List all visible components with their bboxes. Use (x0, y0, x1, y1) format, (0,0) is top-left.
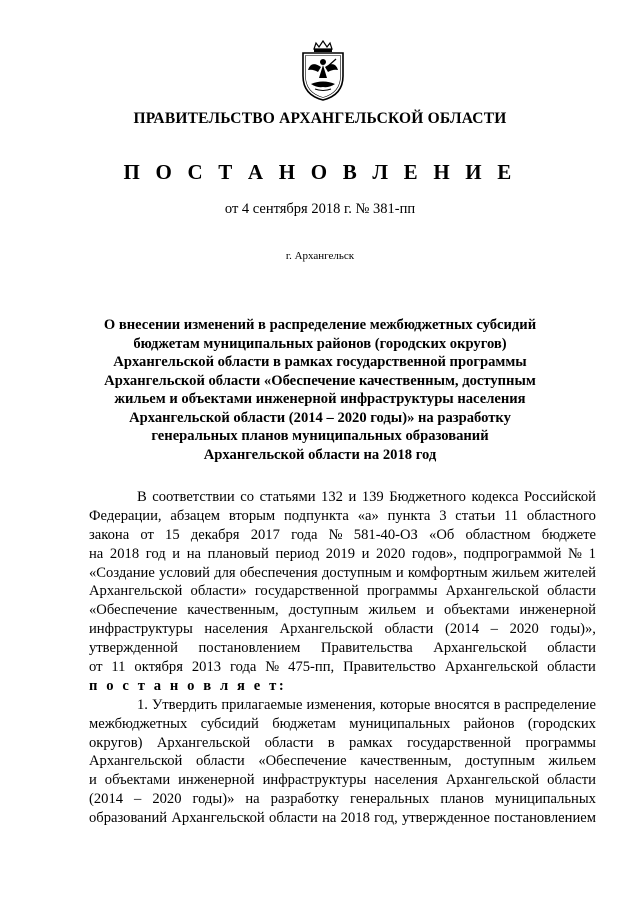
title-line: О внесении изменений в распределение межбюджетных субсидий (103, 317, 537, 333)
body-line: межбюджетных субсидий бюджетам муниципальных районов (городских (89, 715, 596, 732)
body-line: В соответствии со статьями 132 и 139 Бюджетного кодекса Российской (137, 489, 596, 505)
body-line: 1. Утвердить прилагаемые изменения, которые вносятся в распределение (137, 696, 596, 713)
body-line: на 2018 год и на плановый период 2019 и 2020 годов», подпрограммой № 1 (89, 545, 596, 562)
coat-of-arms-icon (299, 40, 347, 102)
title-line: Архангельской области «Обеспечение качественным, доступным (104, 372, 536, 389)
body-line: закона от 15 декабря 2017 года № 581-40-ОЗ «Об областном бюджете (89, 526, 596, 543)
body-line: округов) Архангельской области в рамках государственной программы (89, 734, 596, 751)
date-and-number: от 4 сентября 2018 г. № 381-пп (224, 201, 416, 217)
title-line: Архангельской области на 2018 год (203, 446, 437, 463)
body-line: «Обеспечение качественным, доступным жильем и объектами инженерной (89, 602, 596, 619)
body-line: Архангельской области «Обеспечение качественным, доступным жильем (89, 753, 596, 770)
city: г. Архангельск (285, 250, 355, 262)
document-type: П О С Т А Н О В Л Е Н И Е (123, 160, 517, 184)
body-line: от 11 октября 2013 года № 475-пп, Правительство Архангельской области (89, 659, 596, 676)
body-line: образований Архангельской области на 2018 год, утвержденное постановлением (89, 810, 596, 827)
title-line: жильем и объектами инженерной инфраструктуры населения (114, 391, 526, 407)
body-line: и объектами инженерной инфраструктуры населения Архангельской области (89, 772, 596, 789)
document-title (90, 316, 550, 464)
body-line: (2014 – 2020 годы)» на разработку генеральных планов муниципальных (89, 791, 596, 808)
title-line: Архангельской области (2014 – 2020 годы)» на разработку (129, 409, 511, 426)
title-line: бюджетам муниципальных районов (городских округов) (133, 335, 507, 352)
body-line: Федерации, абзацем вторым подпункта «а» пункта 3 статьи 11 областного (89, 507, 596, 524)
title-line: генеральных планов муниципальных образований (151, 428, 489, 444)
body-line: утвержденной постановлением Правительства Архангельской области (89, 640, 596, 657)
body-line: «Создание условий для обеспечения доступным и комфортным жильем жителей (89, 564, 596, 581)
body-line: инфраструктуры населения Архангельской области (2014 – 2020 годы)», (89, 621, 596, 638)
title-line: Архангельской области в рамках государственной программы (113, 354, 527, 370)
government-name: ПРАВИТЕЛЬСТВО АРХАНГЕЛЬСКОЙ ОБЛАСТИ (133, 110, 507, 127)
resolves-word: п о с т а н о в л я е т: (89, 677, 287, 694)
resolves-line (89, 677, 596, 696)
body-line: Архангельской области» государственной программы Архангельской области (89, 583, 596, 600)
document-body (89, 488, 596, 828)
